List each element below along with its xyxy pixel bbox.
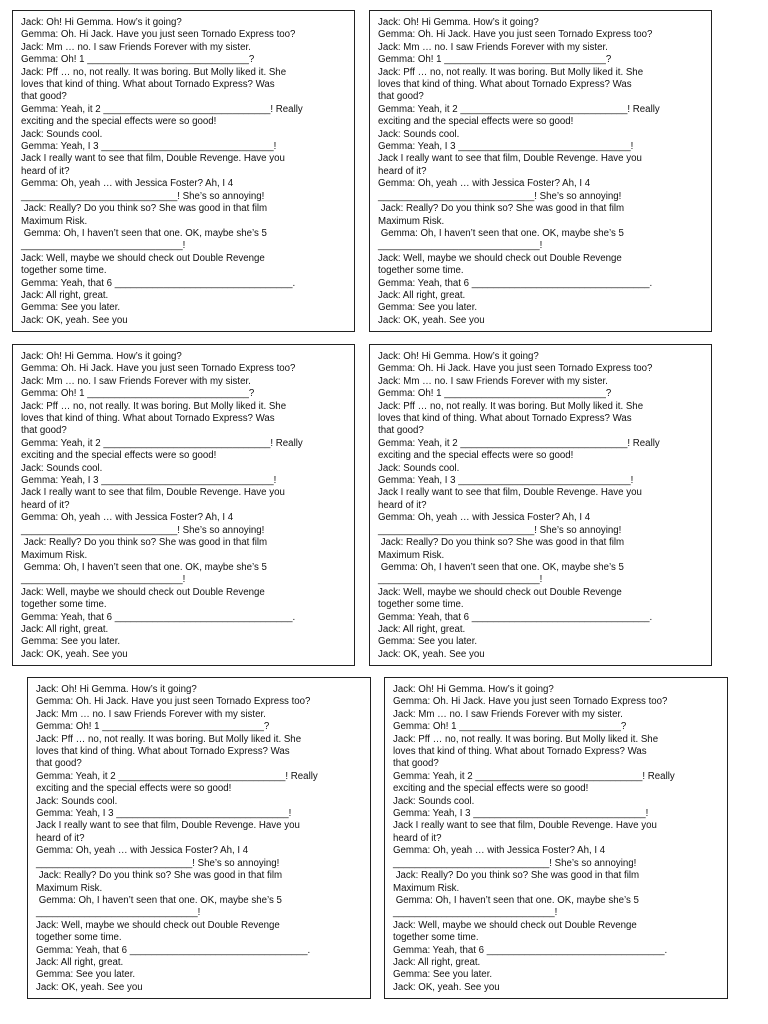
dialogue-line: loves that kind of thing. What about Tornado Express? Was bbox=[36, 746, 290, 758]
dialogue-line: Gemma: Oh, I haven’t seen that one. OK, maybe she’s 5 bbox=[393, 894, 639, 906]
worksheet-card-1 bbox=[12, 10, 355, 332]
dialogue-line: _____________________________! She’s so annoying! bbox=[21, 524, 265, 536]
dialogue-line: Gemma: Yeah, I 3 ________________________________! bbox=[393, 808, 649, 820]
dialogue-line: Jack: OK, yeah. See you bbox=[21, 314, 128, 326]
dialogue-line: together some time. bbox=[393, 932, 479, 944]
dialogue-line: heard of it? bbox=[378, 165, 427, 177]
dialogue-line: Gemma: Oh. Hi Jack. Have you just seen Tornado Express too? bbox=[21, 363, 296, 375]
dialogue-line: Gemma: Yeah, that 6 _________________________________. bbox=[36, 944, 311, 956]
worksheet-card-6 bbox=[384, 677, 728, 999]
dialogue-line: Maximum Risk. bbox=[393, 882, 460, 894]
dialogue-line: loves that kind of thing. What about Tornado Express? Was bbox=[378, 413, 632, 425]
dialogue-line: Jack: Sounds cool. bbox=[393, 795, 475, 807]
dialogue-line: Jack: Really? Do you think so? She was good in that film bbox=[378, 537, 625, 549]
dialogue-line: Jack: Oh! Hi Gemma. How’s it going? bbox=[21, 351, 182, 362]
dialogue-line: Jack: Pff … no, not really. It was boring. But Molly liked it. She bbox=[21, 400, 287, 412]
dialogue-line: ______________________________! bbox=[378, 240, 543, 252]
dialogue-line: Gemma: Yeah, it 2 _______________________________! Really bbox=[21, 437, 303, 449]
dialogue-line: Gemma: Oh! 1 ______________________________? bbox=[393, 721, 627, 733]
dialogue-line: Jack: OK, yeah. See you bbox=[378, 314, 485, 326]
dialogue-line: Maximum Risk. bbox=[36, 882, 103, 894]
dialogue-line: exciting and the special effects were so good! bbox=[36, 783, 232, 795]
dialogue-line: ______________________________! bbox=[21, 240, 186, 252]
dialogue-line: ______________________________! bbox=[36, 907, 201, 919]
dialogue-line: Jack: Sounds cool. bbox=[378, 128, 460, 140]
dialogue-line: Jack: All right, great. bbox=[21, 289, 109, 301]
dialogue-line: Jack I really want to see that film, Double Revenge. Have you bbox=[378, 487, 642, 499]
dialogue-line: Jack: Mm … no. I saw Friends Forever with my sister. bbox=[378, 41, 608, 53]
worksheet-card-5 bbox=[27, 677, 371, 999]
dialogue-line: Gemma: Oh, I haven’t seen that one. OK, maybe she’s 5 bbox=[378, 561, 624, 573]
dialogue-line: Gemma: Oh. Hi Jack. Have you just seen Tornado Express too? bbox=[36, 696, 311, 708]
dialogue-line: heard of it? bbox=[21, 165, 70, 177]
dialogue-line: Jack: Well, maybe we should check out Double Revenge bbox=[393, 919, 637, 931]
dialogue-line: Jack: Mm … no. I saw Friends Forever with my sister. bbox=[21, 375, 251, 387]
dialogue-line: Gemma: Yeah, it 2 _______________________________! Really bbox=[393, 770, 675, 782]
dialogue-line: that good? bbox=[378, 91, 424, 103]
dialogue-line: Jack: Well, maybe we should check out Double Revenge bbox=[378, 586, 622, 598]
dialogue-line: Jack: Pff … no, not really. It was boring. But Molly liked it. She bbox=[378, 66, 644, 78]
dialogue-line: Gemma: Oh. Hi Jack. Have you just seen Tornado Express too? bbox=[21, 29, 296, 41]
dialogue-line: Jack: Pff … no, not really. It was boring. But Molly liked it. She bbox=[393, 733, 659, 745]
dialogue-line: _____________________________! She’s so annoying! bbox=[36, 857, 280, 869]
dialogue-line: Jack: Oh! Hi Gemma. How’s it going? bbox=[21, 17, 182, 28]
dialogue-line: Jack: All right, great. bbox=[21, 623, 109, 635]
dialogue-line: Jack I really want to see that film, Double Revenge. Have you bbox=[378, 153, 642, 165]
dialogue-line: Jack: Mm … no. I saw Friends Forever with my sister. bbox=[378, 375, 608, 387]
dialogue-line: Maximum Risk. bbox=[21, 215, 88, 227]
dialogue-line: heard of it? bbox=[378, 499, 427, 511]
worksheet-card-3 bbox=[12, 344, 355, 666]
dialogue-line: Jack: All right, great. bbox=[378, 289, 466, 301]
dialogue-line: heard of it? bbox=[393, 832, 442, 844]
dialogue-line: Gemma: Oh. Hi Jack. Have you just seen Tornado Express too? bbox=[378, 363, 653, 375]
dialogue-line: Jack: Sounds cool. bbox=[378, 462, 460, 474]
dialogue-line: together some time. bbox=[21, 265, 107, 277]
dialogue-line: that good? bbox=[21, 91, 67, 103]
dialogue-line: ______________________________! bbox=[393, 907, 558, 919]
dialogue-line: that good? bbox=[21, 425, 67, 437]
dialogue-line: Gemma: Oh. Hi Jack. Have you just seen Tornado Express too? bbox=[393, 696, 668, 708]
dialogue-line: Gemma: Yeah, that 6 _________________________________. bbox=[378, 611, 653, 623]
dialogue-line: Gemma: Oh, yeah … with Jessica Foster? Ah, I 4 bbox=[36, 845, 249, 857]
dialogue-line: Gemma: Oh! 1 ______________________________? bbox=[21, 388, 255, 400]
dialogue-line: exciting and the special effects were so good! bbox=[378, 450, 574, 462]
dialogue-line: Jack I really want to see that film, Double Revenge. Have you bbox=[21, 153, 285, 165]
dialogue-line: loves that kind of thing. What about Tornado Express? Was bbox=[21, 413, 275, 425]
worksheet-card-4 bbox=[369, 344, 712, 666]
dialogue-line: Jack: All right, great. bbox=[36, 956, 124, 968]
dialogue-line: Gemma: Yeah, that 6 _________________________________. bbox=[21, 277, 296, 289]
dialogue-line: Maximum Risk. bbox=[21, 549, 88, 561]
dialogue-line: Jack I really want to see that film, Double Revenge. Have you bbox=[21, 487, 285, 499]
dialogue-line: Gemma: Yeah, it 2 _______________________________! Really bbox=[36, 770, 318, 782]
dialogue-line: Maximum Risk. bbox=[378, 215, 445, 227]
dialogue-line: Jack: Pff … no, not really. It was boring. But Molly liked it. She bbox=[378, 400, 644, 412]
dialogue-line: Gemma: Oh, I haven’t seen that one. OK, maybe she’s 5 bbox=[36, 894, 282, 906]
dialogue-line: Gemma: Yeah, it 2 _______________________________! Really bbox=[378, 103, 660, 115]
dialogue-line: Jack: Really? Do you think so? She was good in that film bbox=[21, 203, 268, 215]
dialogue-line: Gemma: See you later. bbox=[378, 636, 478, 648]
dialogue-line: Jack: Really? Do you think so? She was good in that film bbox=[393, 870, 640, 882]
dialogue-line: heard of it? bbox=[36, 832, 85, 844]
dialogue-line: Jack: All right, great. bbox=[378, 623, 466, 635]
dialogue-line: that good? bbox=[378, 425, 424, 437]
dialogue-line: ______________________________! bbox=[21, 574, 186, 586]
dialogue-line: Jack: Sounds cool. bbox=[21, 128, 103, 140]
dialogue-line: Gemma: Oh! 1 ______________________________? bbox=[378, 388, 612, 400]
dialogue-line: Jack: All right, great. bbox=[393, 956, 481, 968]
dialogue-line: _____________________________! She’s so annoying! bbox=[378, 524, 622, 536]
dialogue-line: Jack: OK, yeah. See you bbox=[378, 648, 485, 660]
dialogue-line: Gemma: Oh, I haven’t seen that one. OK, maybe she’s 5 bbox=[378, 227, 624, 239]
dialogue-line: Gemma: Oh, I haven’t seen that one. OK, maybe she’s 5 bbox=[21, 561, 267, 573]
dialogue-line: Gemma: See you later. bbox=[21, 302, 121, 314]
dialogue-line: Maximum Risk. bbox=[378, 549, 445, 561]
dialogue-line: Gemma: Oh, I haven’t seen that one. OK, maybe she’s 5 bbox=[21, 227, 267, 239]
dialogue-line: _____________________________! She’s so annoying! bbox=[378, 190, 622, 202]
dialogue-line: Jack: OK, yeah. See you bbox=[393, 981, 500, 993]
dialogue-line: Jack: Pff … no, not really. It was boring. But Molly liked it. She bbox=[36, 733, 302, 745]
dialogue-line: Jack: Mm … no. I saw Friends Forever with my sister. bbox=[21, 41, 251, 53]
dialogue-line: Gemma: Yeah, it 2 _______________________________! Really bbox=[21, 103, 303, 115]
dialogue-line: Gemma: See you later. bbox=[36, 969, 136, 981]
worksheet-card-2 bbox=[369, 10, 712, 332]
dialogue-line: exciting and the special effects were so good! bbox=[393, 783, 589, 795]
dialogue-line: loves that kind of thing. What about Tornado Express? Was bbox=[378, 79, 632, 91]
dialogue-line: Jack: OK, yeah. See you bbox=[21, 648, 128, 660]
dialogue-line: Jack: Really? Do you think so? She was good in that film bbox=[36, 870, 283, 882]
dialogue-line: Jack: Well, maybe we should check out Double Revenge bbox=[36, 919, 280, 931]
dialogue-line: Gemma: Oh, yeah … with Jessica Foster? Ah, I 4 bbox=[393, 845, 606, 857]
dialogue-line: Gemma: Yeah, that 6 _________________________________. bbox=[393, 944, 668, 956]
dialogue-line: Gemma: Yeah, I 3 ________________________________! bbox=[36, 808, 292, 820]
dialogue-line: Jack: OK, yeah. See you bbox=[36, 981, 143, 993]
dialogue-line: heard of it? bbox=[21, 499, 70, 511]
dialogue-line: that good? bbox=[393, 758, 439, 770]
dialogue-line: Gemma: Oh, yeah … with Jessica Foster? Ah, I 4 bbox=[21, 178, 234, 190]
dialogue-line: Gemma: Yeah, I 3 ________________________________! bbox=[21, 141, 277, 153]
dialogue-line: Gemma: Oh. Hi Jack. Have you just seen Tornado Express too? bbox=[378, 29, 653, 41]
dialogue-line: Jack I really want to see that film, Double Revenge. Have you bbox=[393, 820, 657, 832]
dialogue-line: Jack: Oh! Hi Gemma. How’s it going? bbox=[378, 351, 539, 362]
dialogue-line: Gemma: See you later. bbox=[393, 969, 493, 981]
dialogue-line: loves that kind of thing. What about Tornado Express? Was bbox=[393, 746, 647, 758]
dialogue-line: Gemma: Oh, yeah … with Jessica Foster? Ah, I 4 bbox=[378, 512, 591, 524]
dialogue-line: _____________________________! She’s so annoying! bbox=[21, 190, 265, 202]
dialogue-line: _____________________________! She’s so annoying! bbox=[393, 857, 637, 869]
dialogue-line: Gemma: Yeah, I 3 ________________________________! bbox=[21, 475, 277, 487]
dialogue-line: ______________________________! bbox=[378, 574, 543, 586]
dialogue-line: Jack: Oh! Hi Gemma. How’s it going? bbox=[36, 684, 197, 695]
dialogue-line: Gemma: Yeah, I 3 ________________________________! bbox=[378, 475, 634, 487]
dialogue-line: Gemma: Oh! 1 ______________________________? bbox=[36, 721, 270, 733]
dialogue-line: together some time. bbox=[36, 932, 122, 944]
dialogue-line: Jack: Really? Do you think so? She was good in that film bbox=[21, 537, 268, 549]
dialogue-line: Gemma: Oh! 1 ______________________________? bbox=[378, 54, 612, 66]
dialogue-line: loves that kind of thing. What about Tornado Express? Was bbox=[21, 79, 275, 91]
dialogue-line: Jack: Well, maybe we should check out Double Revenge bbox=[378, 252, 622, 264]
dialogue-line: Gemma: See you later. bbox=[21, 636, 121, 648]
dialogue-line: Jack: Mm … no. I saw Friends Forever with my sister. bbox=[393, 708, 623, 720]
dialogue-line: Jack: Well, maybe we should check out Double Revenge bbox=[21, 586, 265, 598]
dialogue-line: that good? bbox=[36, 758, 82, 770]
dialogue-line: Gemma: Yeah, it 2 _______________________________! Really bbox=[378, 437, 660, 449]
dialogue-line: Gemma: Yeah, that 6 _________________________________. bbox=[21, 611, 296, 623]
dialogue-line: Gemma: Oh, yeah … with Jessica Foster? Ah, I 4 bbox=[378, 178, 591, 190]
dialogue-line: Gemma: See you later. bbox=[378, 302, 478, 314]
dialogue-line: Gemma: Yeah, that 6 _________________________________. bbox=[378, 277, 653, 289]
dialogue-line: together some time. bbox=[378, 265, 464, 277]
dialogue-line: Gemma: Yeah, I 3 ________________________________! bbox=[378, 141, 634, 153]
dialogue-line: Jack I really want to see that film, Double Revenge. Have you bbox=[36, 820, 300, 832]
dialogue-line: Jack: Sounds cool. bbox=[21, 462, 103, 474]
dialogue-line: together some time. bbox=[378, 599, 464, 611]
dialogue-line: Jack: Really? Do you think so? She was good in that film bbox=[378, 203, 625, 215]
dialogue-line: Gemma: Oh, yeah … with Jessica Foster? Ah, I 4 bbox=[21, 512, 234, 524]
dialogue-line: exciting and the special effects were so good! bbox=[378, 116, 574, 128]
dialogue-line: Jack: Oh! Hi Gemma. How’s it going? bbox=[393, 684, 554, 695]
dialogue-line: together some time. bbox=[21, 599, 107, 611]
dialogue-line: Gemma: Oh! 1 ______________________________? bbox=[21, 54, 255, 66]
dialogue-line: exciting and the special effects were so good! bbox=[21, 116, 217, 128]
dialogue-line: exciting and the special effects were so good! bbox=[21, 450, 217, 462]
dialogue-line: Jack: Well, maybe we should check out Double Revenge bbox=[21, 252, 265, 264]
dialogue-line: Jack: Pff … no, not really. It was boring. But Molly liked it. She bbox=[21, 66, 287, 78]
dialogue-line: Jack: Sounds cool. bbox=[36, 795, 118, 807]
dialogue-line: Jack: Oh! Hi Gemma. How’s it going? bbox=[378, 17, 539, 28]
dialogue-line: Jack: Mm … no. I saw Friends Forever with my sister. bbox=[36, 708, 266, 720]
